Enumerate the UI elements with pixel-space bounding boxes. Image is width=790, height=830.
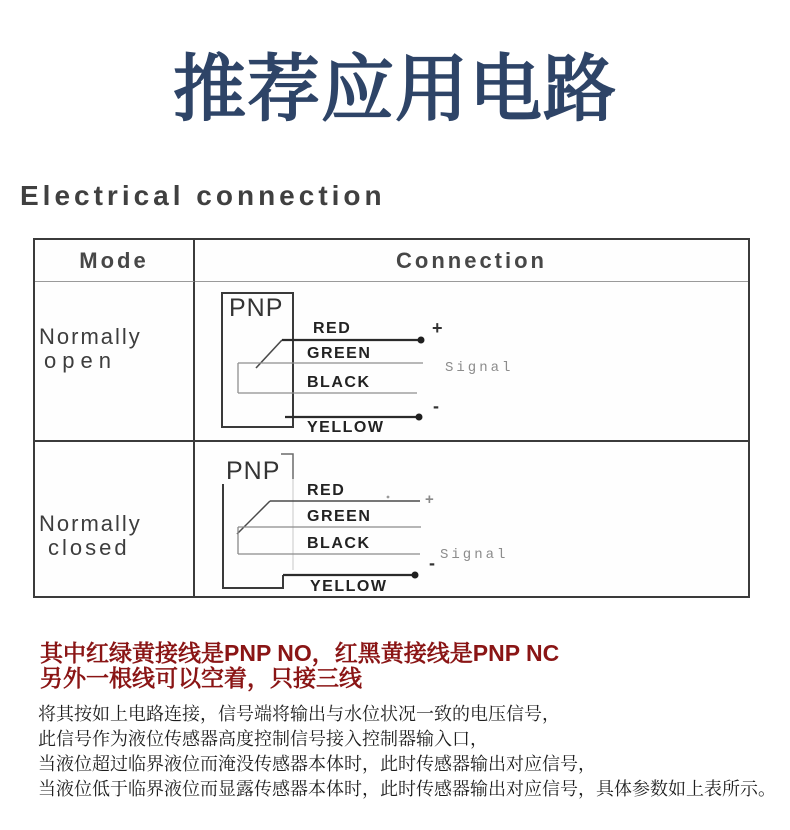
black-wire-label: BLACK xyxy=(307,535,371,552)
mode-label-line2: open xyxy=(44,348,117,373)
wiring-note-body xyxy=(38,702,776,802)
green-wire-label: GREEN xyxy=(307,345,372,362)
red-wire-label: RED xyxy=(307,482,346,499)
body-line: 此信号作为液位传感器高度控制信号接入控制器输入口， xyxy=(38,729,488,749)
box-left-bottom-edge xyxy=(223,484,283,588)
signal-label: Signal xyxy=(440,547,509,563)
pnp-chip-label: PNP xyxy=(226,457,281,485)
wiring-diagram-normally-closed xyxy=(195,442,748,596)
table-header-connection: Connection xyxy=(195,240,748,282)
wiring-diagram-normally-open xyxy=(195,282,748,440)
pnp-chip-label: PNP xyxy=(229,294,284,322)
yellow-wire-label: YELLOW xyxy=(310,578,388,595)
body-line: 当液位低于临界液位而显露传感器本体时，此时传感器输出对应信号，具体参数如上表所示。 xyxy=(38,779,776,799)
minus-sign: - xyxy=(429,553,435,573)
black-wire-label: BLACK xyxy=(307,374,371,391)
red-wire-label: RED xyxy=(313,320,352,337)
diagram-cell-normally-open xyxy=(195,282,748,442)
wiring-note-highlight xyxy=(40,641,559,691)
mode-label-line1: Normally xyxy=(39,324,142,349)
page-title: 推荐应用电路 xyxy=(173,49,617,130)
connection-table xyxy=(33,238,750,598)
signal-label: Signal xyxy=(445,360,514,376)
table-header-mode: Mode xyxy=(35,240,195,282)
mode-cell-normally-open xyxy=(35,282,195,442)
body-line: 将其按如上电路连接，信号端将输出与水位状况一致的电压信号， xyxy=(38,704,560,724)
section-heading: Electrical connection xyxy=(20,180,386,211)
switch-diagonal xyxy=(256,340,282,368)
stray-dot xyxy=(387,496,390,499)
highlight-line: 其中红绿黄接线是PNP NO，红黑黄接线是PNP NC xyxy=(40,640,560,666)
mode-cell-normally-closed xyxy=(35,442,195,596)
diagram-cell-normally-closed xyxy=(195,442,748,596)
minus-terminal-dot xyxy=(412,572,419,579)
switch-diagonal xyxy=(237,501,270,534)
plus-sign: + xyxy=(432,318,443,338)
yellow-wire-label: YELLOW xyxy=(307,419,385,436)
box-top-bracket xyxy=(281,454,293,479)
highlight-line: 另外一根线可以空着，只接三线 xyxy=(40,665,362,691)
body-line: 当液位超过临界液位而淹没传感器本体时，此时传感器输出对应信号， xyxy=(38,754,596,774)
mode-label-line1: Normally xyxy=(39,511,142,536)
plus-sign: + xyxy=(425,491,434,508)
mode-label-line2: closed xyxy=(48,535,130,560)
minus-sign: - xyxy=(433,396,439,416)
plus-terminal-dot xyxy=(418,337,425,344)
minus-terminal-dot xyxy=(416,414,423,421)
green-wire-label: GREEN xyxy=(307,508,372,525)
